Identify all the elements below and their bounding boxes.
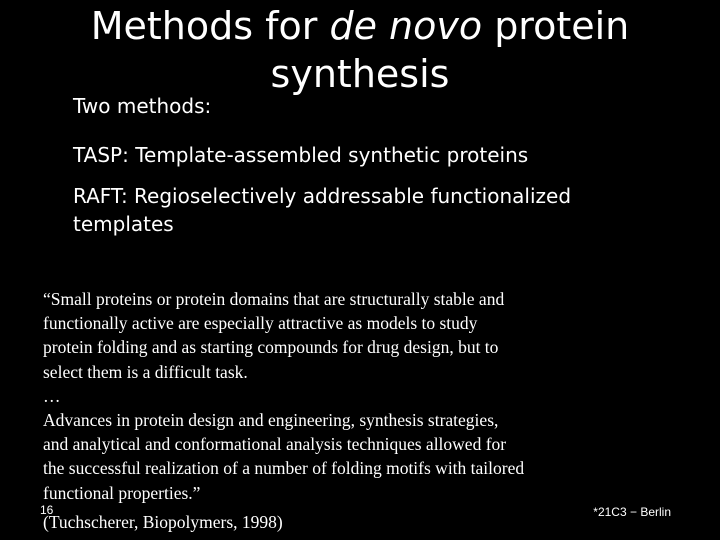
title-prefix: Methods for [90,4,330,48]
slide-title [40,2,680,98]
quote-line: functionally active are especially attractive as models to study [43,313,478,334]
bullet-two-methods: Two methods: [73,94,212,118]
quote-line: select them is a difficult task. [43,361,248,382]
quote-line: … [43,385,61,406]
footer-text: *21C3 − Berlin [593,505,671,519]
citation: (Tuchscherer, Biopolymers, 1998) [43,512,283,532]
quote-line: functional properties.” [43,482,201,503]
page-number: 16 [40,503,54,517]
title-suffix: protein synthesis [270,4,630,96]
quote-line: “Small proteins or protein domains that are structurally stable and [43,289,505,309]
quote-line: protein folding and as starting compounds for drug design, but to [43,337,499,358]
title-italic: de novo [329,4,483,48]
bullet-raft: RAFT: Regioselectively addressable functionalized templates [73,184,572,236]
quote-line: Advances in protein design and engineering, synthesis strategies, [43,410,499,431]
bullet-tasp: TASP: Template-assembled synthetic proteins [73,143,529,167]
quote-block [43,287,623,505]
quote-line: the successful realization of a number of folding motifs with tailored [43,458,525,479]
quote-line: and analytical and conformational analysis techniques allowed for [43,434,507,455]
